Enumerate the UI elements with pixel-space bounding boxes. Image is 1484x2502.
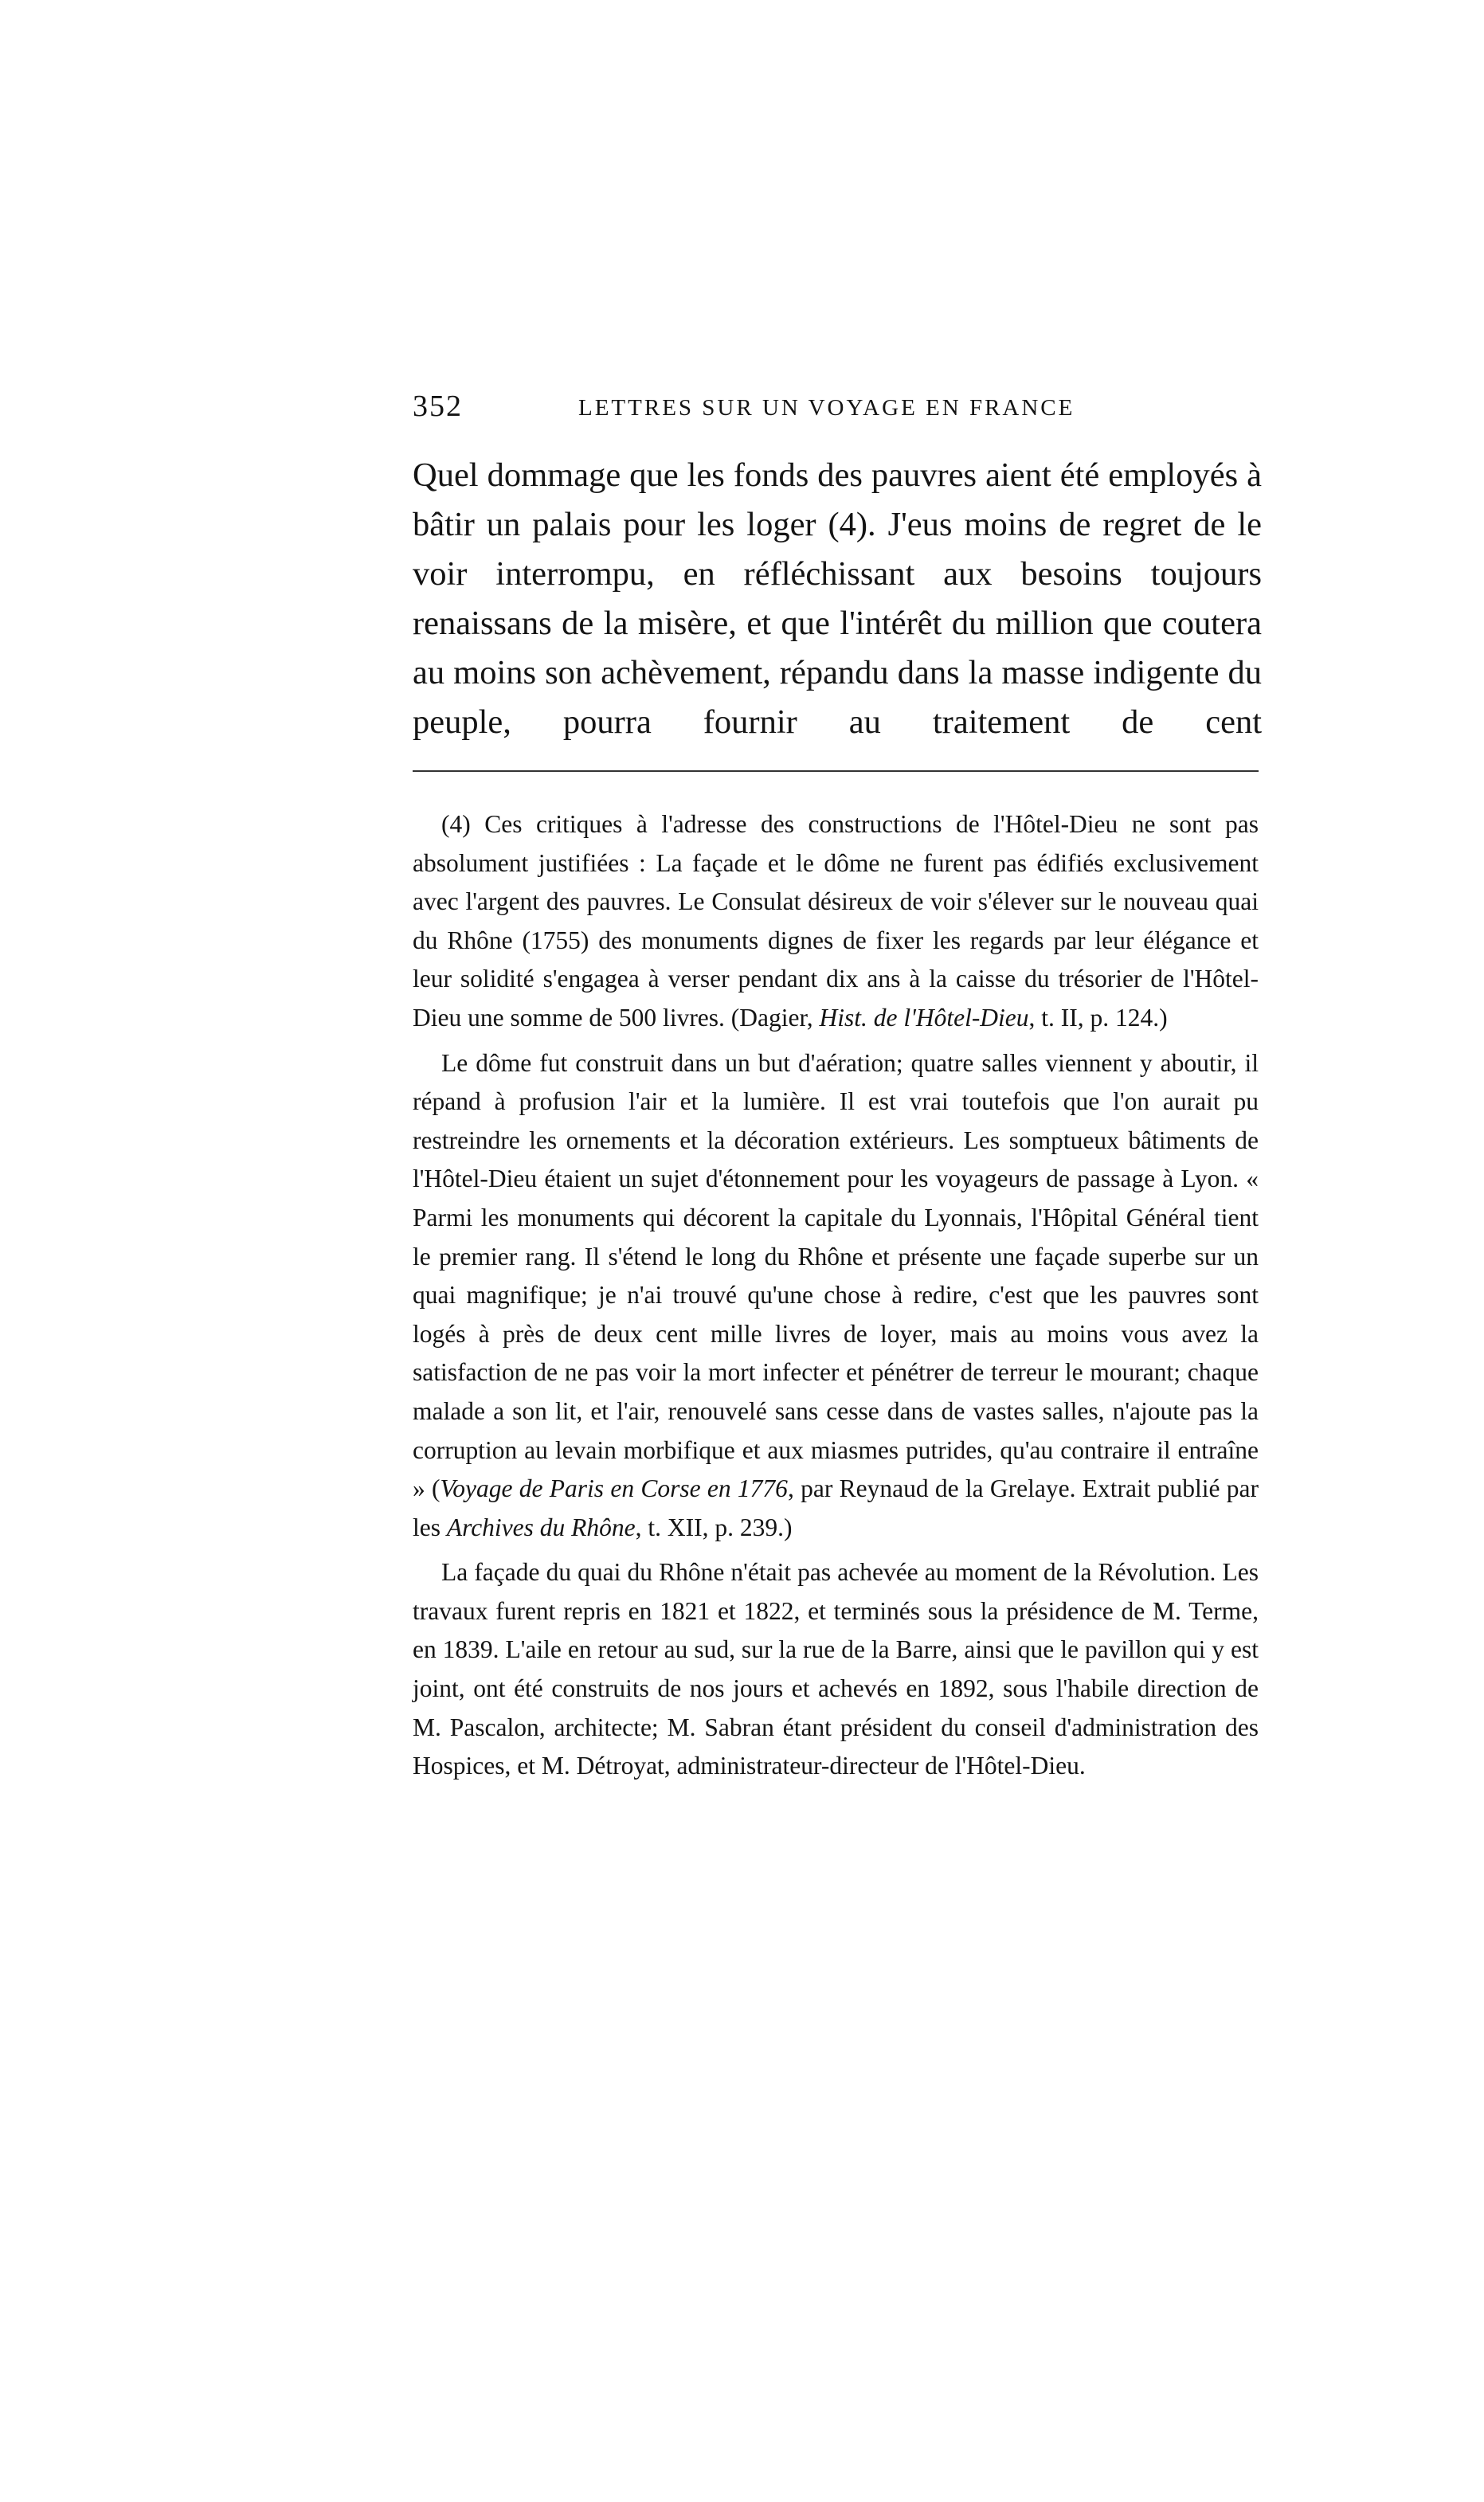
- footnote-text: , t. XII, p. 239.): [635, 1513, 793, 1541]
- citation-title: Hist. de l'Hôtel-Dieu: [819, 1003, 1029, 1032]
- footnote-4-paragraph-3: La façade du quai du Rhône n'était pas achevée au moment de la Révolution. Les travaux furent repris en 1821 et 1822, et terminés sous la présidence de M. Terme, en 1839. L'aile en retour au sud, sur la rue de la Barre, ainsi que le pavillon qui y est joint, ont été construits de nos jours et achevés en 1892, sous l'habile direction de M. Pascalon, architecte; M. Sabran étant président du conseil d'administration des Hospices, et M. Détroyat, administrateur-directeur de l'Hôtel-Dieu.: [413, 1558, 1259, 1780]
- footnotes-section: [413, 805, 1259, 1792]
- footnote-4-paragraph-2: [413, 1044, 1259, 1548]
- footnote-text: , par Reynaud de la Grelaye. Extrait publié par les: [413, 1474, 1259, 1541]
- footnote-separator-rule: [413, 770, 1259, 772]
- page-number: 352: [413, 390, 463, 423]
- citation-title: Archives du Rhône: [446, 1513, 636, 1541]
- main-body-text: [413, 451, 1262, 747]
- footnote-4-paragraph-1: [413, 805, 1259, 1038]
- footnote-text: (4) Ces critiques à l'adresse des constructions de l'Hôtel-Dieu ne sont pas absolument justifiées : La façade et le dôme ne furent pas édifiés exclusivement avec l'argent des pauvres. Le Consulat désireux de voir s'élever sur le nouveau quai du Rhône (1755) des monuments dignes de fixer les regards par leur élégance et leur solidité s'engagea à verser pendant dix ans à la caisse du trésorier de l'Hôtel-Dieu une somme de 500 livres. (Dagier,: [413, 810, 1259, 1032]
- running-title: LETTRES SUR UN VOYAGE EN FRANCE: [578, 395, 1075, 421]
- page-header: [413, 389, 1259, 433]
- main-paragraph: Quel dommage que les fonds des pauvres aient été employés à bâtir un palais pour les loger (4). J'eus moins de regret de le voir interrompu, en réfléchissant aux besoins toujours renaissans de la misère, et que l'intérêt du million que coutera au moins son achèvement, répandu dans la masse indigente du peuple, pourra fournir au traitement de cent: [413, 456, 1262, 741]
- footnote-text: , t. II, p. 124.): [1028, 1003, 1168, 1032]
- footnote-text: Le dôme fut construit dans un but d'aération; quatre salles viennent y aboutir, il répand à profusion l'air et la lumière. Il est vrai toutefois que l'on aurait pu restreindre les ornements et la décoration extérieurs. Les somptueux bâtiments de l'Hôtel-Dieu étaient un sujet d'étonnement pour les voyageurs de passage à Lyon. « Parmi les monuments qui décorent la capitale du Lyonnais, l'Hôpital Général tient le premier rang. Il s'étend le long du Rhône et présente une façade superbe sur un quai magnifique; je n'ai trouvé qu'une chose à redire, c'est que les pauvres sont logés à près de deux cent mille livres de loyer, mais au moins vous avez la satisfaction de ne pas voir la mort infecter et pénétrer de terreur le mourant; chaque malade a son lit, et l'air, renouvelé sans cesse dans de vastes salles, n'ajoute pas la corruption au levain morbifique et aux miasmes putrides, qu'au contraire il entraîne » (: [413, 1048, 1259, 1503]
- citation-title: Voyage de Paris en Corse en 1776: [440, 1474, 788, 1503]
